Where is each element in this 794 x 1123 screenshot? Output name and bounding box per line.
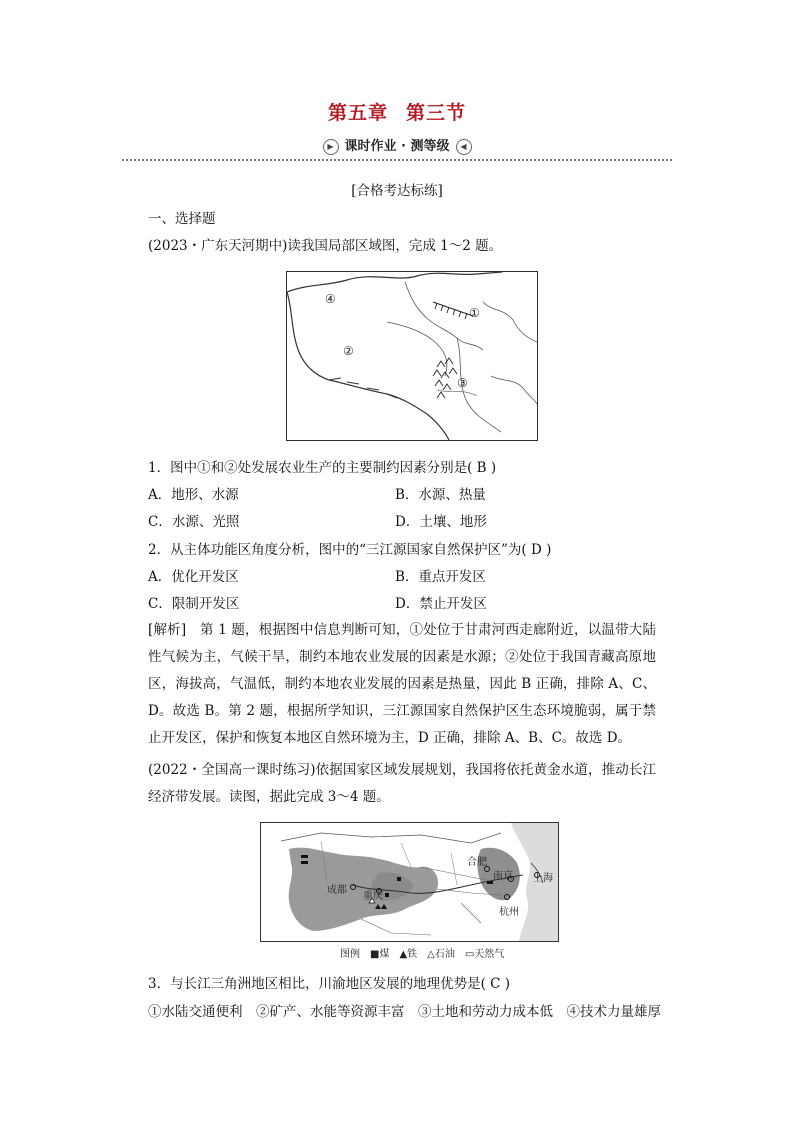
banner-text: 课时作业 · 测等级 [344, 139, 450, 154]
map2-city-nanjing: 南京 [493, 871, 513, 882]
q3-options: ①水陆交通便利 ②矿产、水能等资源丰富 ③土地和劳动力成本低 ④技术力量雄厚 [148, 1004, 661, 1020]
q3-stem: 3．与长江三角洲地区相比，川渝地区发展的地理优势是( C ) [148, 976, 511, 992]
yangtze-economic-belt-map [260, 822, 559, 942]
group1-intro: (2023・广东天河期中)读我国局部区域图，完成 1～2 题。 [148, 238, 503, 254]
group2-intro: (2022・全国高一课时练习)依据国家区域发展规划，我国将依托黄金水道，推动长江经济带发展。读图，据此完成 3～4 题。 [148, 762, 656, 805]
map2-city-hefei: 合肥 [467, 857, 487, 868]
banner-title [305, 136, 489, 158]
q2-stem: 2．从主体功能区角度分析，图中的“三江源国家自然保护区”为( D ) [148, 542, 552, 558]
map2-city-chengdu: 成都 [327, 885, 347, 896]
map2-legend: 图例 ■煤 ▲铁 △石油 ▭天然气 [340, 949, 505, 960]
map2-city-shanghai: 上海 [533, 873, 553, 884]
q1-stem: 1．图中①和②处发展农业生产的主要制约因素分别是( B ) [148, 460, 497, 476]
q1-option-d: D．土壤、地形 [395, 514, 487, 530]
chapter-label: 第五章 [327, 102, 388, 124]
map1-label-1: ① [469, 306, 480, 320]
part-title: 一、选择题 [148, 211, 216, 227]
map2-graphic [261, 823, 558, 941]
q2-option-b: B．重点开发区 [395, 569, 486, 585]
map2-city-hangzhou: 杭州 [499, 907, 519, 918]
chapter-heading [0, 98, 794, 125]
play-left-icon: ◀ [456, 139, 472, 155]
q2-option-c: C．限制开发区 [148, 596, 240, 612]
section-label: 第三节 [406, 102, 467, 124]
q1-option-a: A．地形、水源 [148, 487, 239, 503]
map1-label-4: ④ [325, 292, 336, 306]
dotted-divider [122, 159, 672, 161]
analysis-paragraph: [解析] 第 1 题，根据图中信息判断可知，①处位于甘肃河西走廊附近，以温带大陆性气候为主，气候干旱，制约本地农业发展的因素是水源；②处位于我国青藏高原地区，海拔高，气温低，制约本地农业发展的因素是热量，因此 B 正确，排除 A、C、D。故选 B。第 2 题，根据所学知识，三江源国家自然保护区生态环境脆弱，属于禁止开发区，保护和恢复本地区自然环境为主，D 正确，排除 A、B、C。故选 D。 [148, 622, 656, 746]
practice-title: [合格考达标练] [351, 183, 443, 199]
map1-label-3: ③ [457, 376, 468, 390]
regional-map-west-china [286, 271, 538, 441]
q1-option-b: B．水源、热量 [395, 487, 486, 503]
q2-option-a: A．优化开发区 [148, 569, 239, 585]
q1-option-c: C．水源、光照 [148, 514, 240, 530]
q2-option-d: D．禁止开发区 [395, 596, 487, 612]
play-right-icon: ▶ [323, 139, 339, 155]
map1-label-2: ② [343, 344, 354, 358]
map2-city-chongqing: 重庆 [363, 891, 383, 902]
homework-banner [122, 136, 672, 162]
